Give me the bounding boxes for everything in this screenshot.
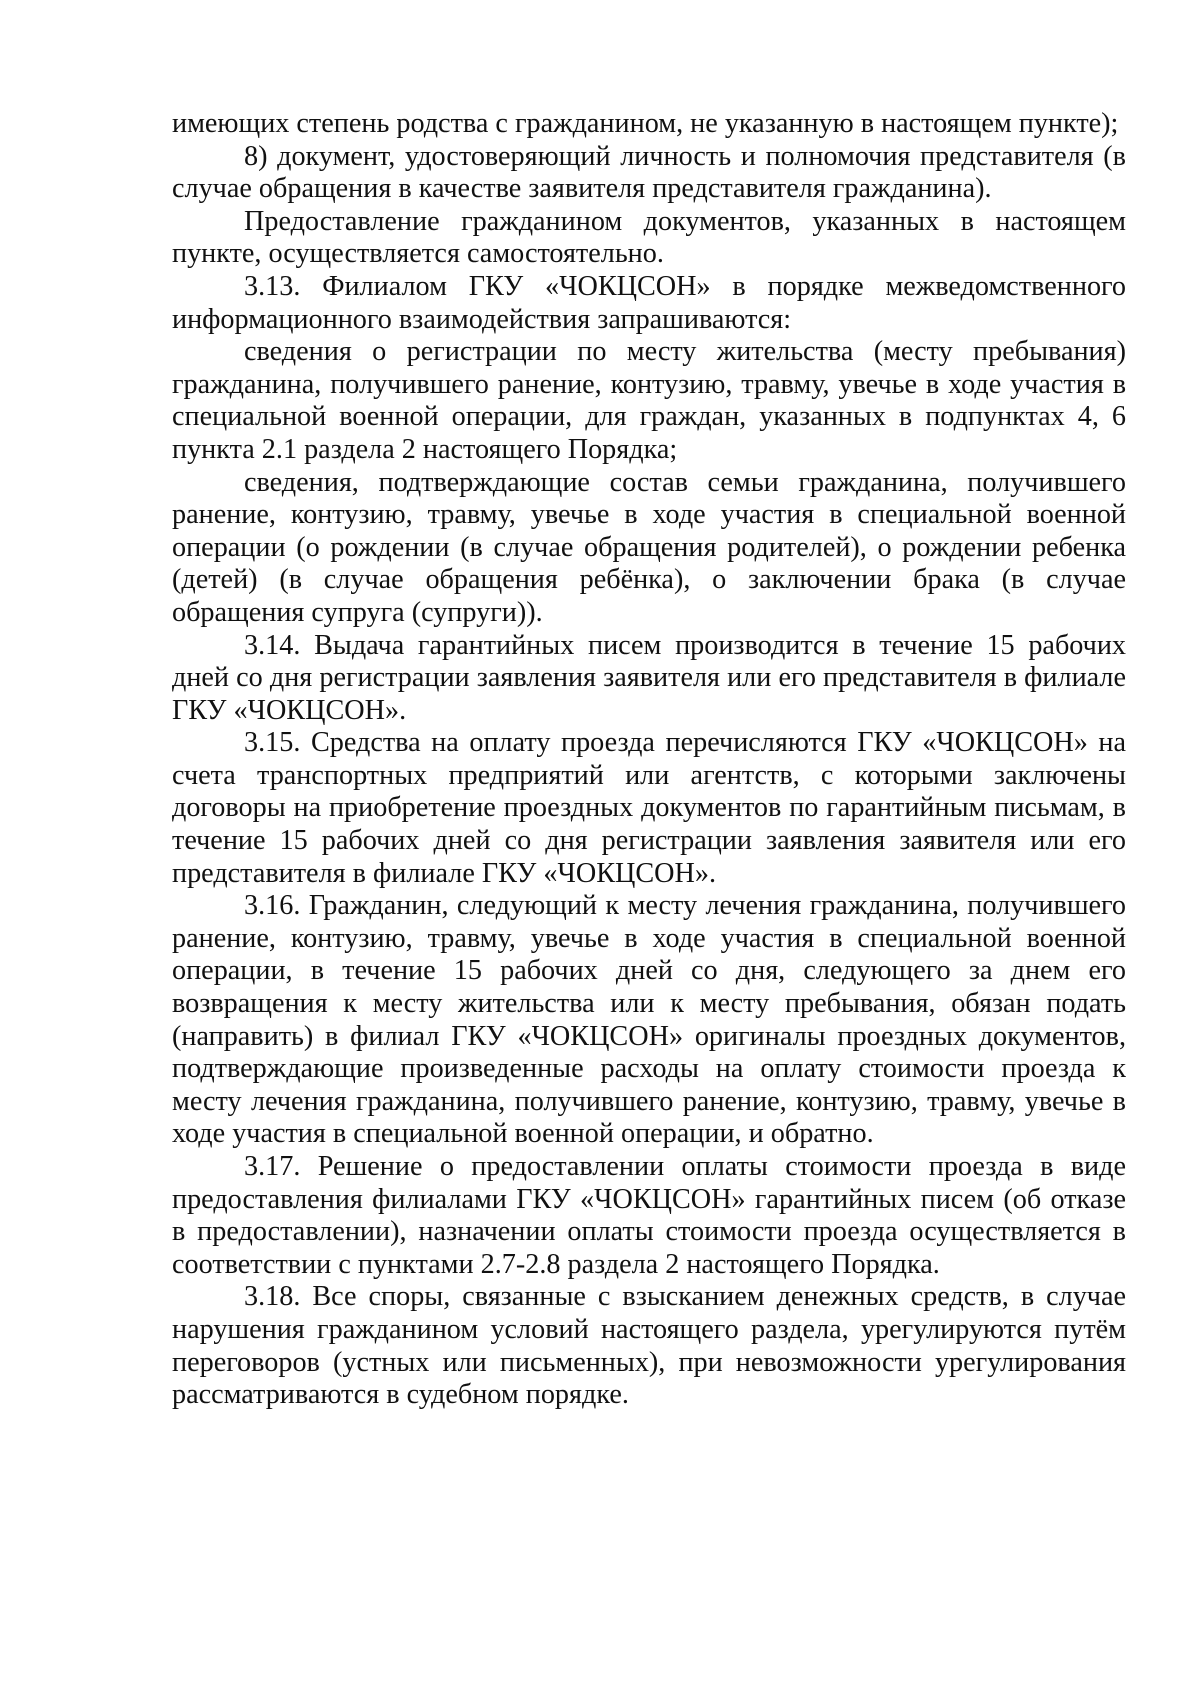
paragraph-3-18: 3.18. Все споры, связанные с взысканием денежных средств, в случае нарушения гражданином условий настоящего раздела, урегулируются путём переговоров (устных или письменных), при невозможности урегулирования рассматриваются в судебном порядке. <box>172 1281 1126 1411</box>
paragraph-registration-info: сведения о регистрации по месту жительства (месту пребывания) гражданина, получившего ранение, контузию, травму, увечье в ходе участия в специальной военной операции, для граждан, указанных в подпунктах 4, 6 пункта 2.1 раздела 2 настоящего Порядка; <box>172 336 1126 465</box>
document-body <box>172 108 1126 1412</box>
paragraph-3-15: 3.15. Средства на оплату проезда перечисляются ГКУ «ЧОКЦСОН» на счета транспортных предприятий или агентств, с которыми заключены договоры на приобретение проездных документов по гарантийным письмам, в течение 15 рабочих дней со дня регистрации заявления заявителя или его представителя в филиале ГКУ «ЧОКЦСОН». <box>172 727 1126 889</box>
paragraph-3-14: 3.14. Выдача гарантийных писем производится в течение 15 рабочих дней со дня регистрации заявления заявителя или его представителя в филиале ГКУ «ЧОКЦСОН». <box>172 629 1126 726</box>
paragraph-3-17: 3.17. Решение о предоставлении оплаты стоимости проезда в виде предоставления филиалами ГКУ «ЧОКЦСОН» гарантийных писем (об отказе в предоставлении), назначении оплаты стоимости проезда осуществляется в соответствии с пунктами 2.7-2.8 раздела 2 настоящего Порядка. <box>172 1151 1126 1280</box>
paragraph-3-16: 3.16. Гражданин, следующий к месту лечения гражданина, получившего ранение, контузию, травму, увечье в ходе участия в специальной военной операции, в течение 15 рабочих дней со дня, следующего за днем его возвращения к месту жительства или к месту пребывания, обязан подать (направить) в филиал ГКУ «ЧОКЦСОН» оригиналы проездных документов, подтверждающие произведенные расходы на оплату стоимости проезда к месту лечения гражданина, получившего ранение, контузию, травму, увечье в ходе участия в специальной военной операции, и обратно. <box>172 890 1126 1150</box>
paragraph-item-8-representative-document: 8) документ, удостоверяющий личность и полномочия представителя (в случае обращения в качестве заявителя представителя гражданина). <box>172 140 1126 205</box>
paragraph-3-13: 3.13. Филиалом ГКУ «ЧОКЦСОН» в порядке межведомственного информационного взаимодействия запрашиваются: <box>172 270 1126 335</box>
paragraph-family-info: сведения, подтверждающие состав семьи гражданина, получившего ранение, контузию, травму, увечье в ходе участия в специальной военной операции (о рождении (в случае обращения родителей), о рождении ребенка (детей) (в случае обращения ребёнка), о заключении брака (в случае обращения супруга (супруги)). <box>172 466 1126 628</box>
paragraph-continuation-kinship: имеющих степень родства с гражданином, не указанную в настоящем пункте); <box>172 108 1119 139</box>
paragraph-self-submission: Предоставление гражданином документов, указанных в настоящем пункте, осуществляется самостоятельно. <box>172 205 1126 270</box>
